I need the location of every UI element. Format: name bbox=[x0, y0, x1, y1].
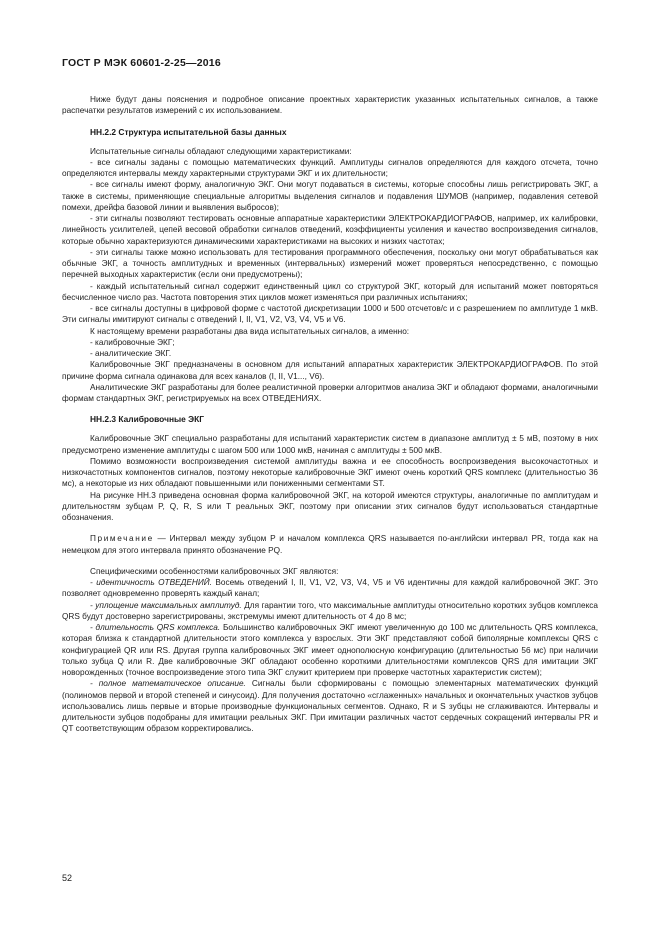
paragraph: Калибровочные ЭКГ предназначены в основном для испытаний аппаратных характеристик ЭЛЕКТРОКАРДИОГРАФОВ. По этой причине форма сигнала одинакова для всех каналов (I, II, V1..., V6). bbox=[62, 360, 598, 381]
feature-term: - полное математическое описание. bbox=[90, 679, 246, 689]
paragraph: К настоящему времени разработаны два вида испытательных сигналов, а именно: bbox=[90, 326, 410, 336]
section-heading-hh22: НН.2.2 Структура испытательной базы данных bbox=[90, 126, 287, 137]
list-item bbox=[62, 577, 598, 600]
list-item: - аналитические ЭКГ. bbox=[90, 349, 172, 358]
list-item: - каждый испытательный сигнал содержит единственный цикл со структурой ЭКГ, который для испытаний может повторяться бесчисленное число раз. Частота повторения этих циклов может изменяться при различных испытаниях; bbox=[62, 281, 598, 302]
feature-text: Сигналы были сформированы с помощью элементарных математических функций (полиномов первой и второй степеней и синусоид). Для получения достаточно «сглаженных» начальных и окончательных участков зубцов использовались лишь первые и вторые производные функциональных сегментов. Однако, R и S зубцы не сглаживаются. Интервалы и длительности зубцов подобраны для имитации реальных ЭКГ. При имитации различных частот сердечных сокращений интервалы PR и QT соответствующим образом корректировались. bbox=[62, 679, 598, 734]
list-item bbox=[62, 600, 598, 623]
list-item: - все сигналы заданы с помощью математических функций. Амплитуды сигналов определяются для каждого отсчета, точно определяются интервалы между характерными структурами ЭКГ и их длительности; bbox=[62, 157, 598, 178]
document-header-title: ГОСТ Р МЭК 60601-2-25—2016 bbox=[62, 57, 221, 69]
paragraph: Испытательные сигналы обладают следующими характеристиками: bbox=[90, 146, 352, 156]
page-number: 52 bbox=[62, 873, 73, 883]
paragraph: На рисунке НН.3 приведена основная форма калибровочной ЭКГ, на которой имеются структуры, аналогичные по амплитудам и длительностям зубцам P, Q, R, S или T реальных ЭКГ, поэтому при описании этих сигналов будут использоваться стандартные обозначения. bbox=[62, 490, 598, 522]
list-item: - эти сигналы позволяют тестировать основные аппаратные характеристики ЭЛЕКТРОКАРДИОГРАФОВ, например, их калибровки, линейность усилителей, цепей весовой обработки сигналов отведений, коэффициенты усиления и качество воспроизведения сигналов, которые обычно характеризуются динамическими характеристиками на высоких и низких частотах; bbox=[62, 214, 598, 246]
feature-term: - идентичность ОТВЕДЕНИЙ. bbox=[90, 578, 212, 587]
list-item: - все сигналы имеют форму, аналогичную ЭКГ. Они могут подаваться в системы, которые способны лишь регистрировать ЭКГ, а также в системы, применяющие специальные алгоритмы выделения сигналов и подавления ШУМОВ (например, подавления сетевой помехи, дрейфа базовой линии и выявления выбросов); bbox=[62, 180, 598, 212]
list-item bbox=[62, 678, 598, 734]
feature-term: - уплощение максимальных амплитуд. bbox=[90, 600, 242, 610]
feature-term: - длительность QRS комплекса. bbox=[90, 623, 221, 632]
section-heading-hh23: НН.2.3 Калибровочные ЭКГ bbox=[90, 414, 204, 425]
document-body bbox=[62, 94, 598, 735]
paragraph: Аналитические ЭКГ разработаны для более реалистичной проверки алгоритмов анализа ЭКГ и обладают формами, аналогичными формам стандартных ЭКГ, регистрируемых на всех ОТВЕДЕНИЯХ. bbox=[62, 382, 598, 403]
intro-paragraph: Ниже будут даны пояснения и подробное описание проектных характеристик указанных испытательных сигналов, а также распечатки результатов измерений с их использованием. bbox=[62, 95, 598, 116]
feature-text: Восемь отведений I, II, V1, V2, V3, V4, V5 и V6 идентичны для каждой калибровочной ЭКГ. Это позволяет одновременно проверять каждый канал; bbox=[62, 578, 598, 599]
feature-text: Для гарантии того, что максимальные амплитуды относительно коротких зубцов комплекса QRS будут достоверно зарегистрированы, экстремумы имеют длительность от 4 до 8 мс; bbox=[62, 600, 598, 621]
list-item bbox=[62, 622, 598, 678]
list-item: - эти сигналы также можно использовать для тестирования программного обеспечения, поскольку они могут обрабатываться как обычные ЭКГ, а точность амплитудных и временных (интервальных) измерений может проверяться непосредственно, с помощью перечней выходных характеристик (если они предусмотрены); bbox=[62, 247, 598, 280]
list-item: - калибровочные ЭКГ; bbox=[90, 337, 175, 347]
note-label: Примечание bbox=[90, 534, 154, 544]
paragraph: Помимо возможности воспроизведения системой амплитуды важна и ее способность воспроизведения высокочастотных и низкочастотных компонентов сигналов, поэтому некоторые калибровочные ЭКГ имеют очень короткий QRS комплекс (длительностью 36 мс), а некоторые из них обладают повышенными или пониженными сегментами ST. bbox=[62, 456, 598, 489]
note-paragraph bbox=[62, 533, 598, 556]
list-item: - все сигналы доступны в цифровой форме с частотой дискретизации 1000 и 500 отсчетов/с и с разрешением по амплитуде 1 мкВ. Эти сигналы имитируют сигналы с отведений I, II, V1, V2, V3, V4, V5 и V6. bbox=[62, 304, 598, 325]
feature-text: Большинство калибровочных ЭКГ имеют увеличенную до 100 мс длительность QRS комплекса, которая близка к стандартной длительности этого комплекса у взрослых. Эти ЭКГ представляют собой биполярные комплексы QRS с конфигурацией QR или RS. Другая группа калибровочных ЭКГ имеет однополюсную конфигурацию (длительностью 56 мс) при наличии только зубца Q или R. Две калибровочные ЭКГ обладают особенно короткими длительностями комплексов QRS для имитации ЭКГ новорожденных (точное воспроизведение этого типа ЭКГ служит критерием при проверке частотных характеристик систем); bbox=[62, 623, 598, 677]
paragraph: Калибровочные ЭКГ специально разработаны для испытаний характеристик систем в диапазоне амплитуд ± 5 мВ, поэтому в них предусмотрено изменение амплитуды с шагом 500 или 1000 мкВ, начиная с амплитуды ± 500 мкВ. bbox=[62, 434, 598, 455]
note-text: — Интервал между зубцом P и началом комплекса QRS называется по-английски интервал PR, тогда как на немецком для этого интервала принято обозначение PQ. bbox=[62, 534, 598, 555]
paragraph: Специфическими особенностями калибровочных ЭКГ являются: bbox=[90, 566, 339, 576]
